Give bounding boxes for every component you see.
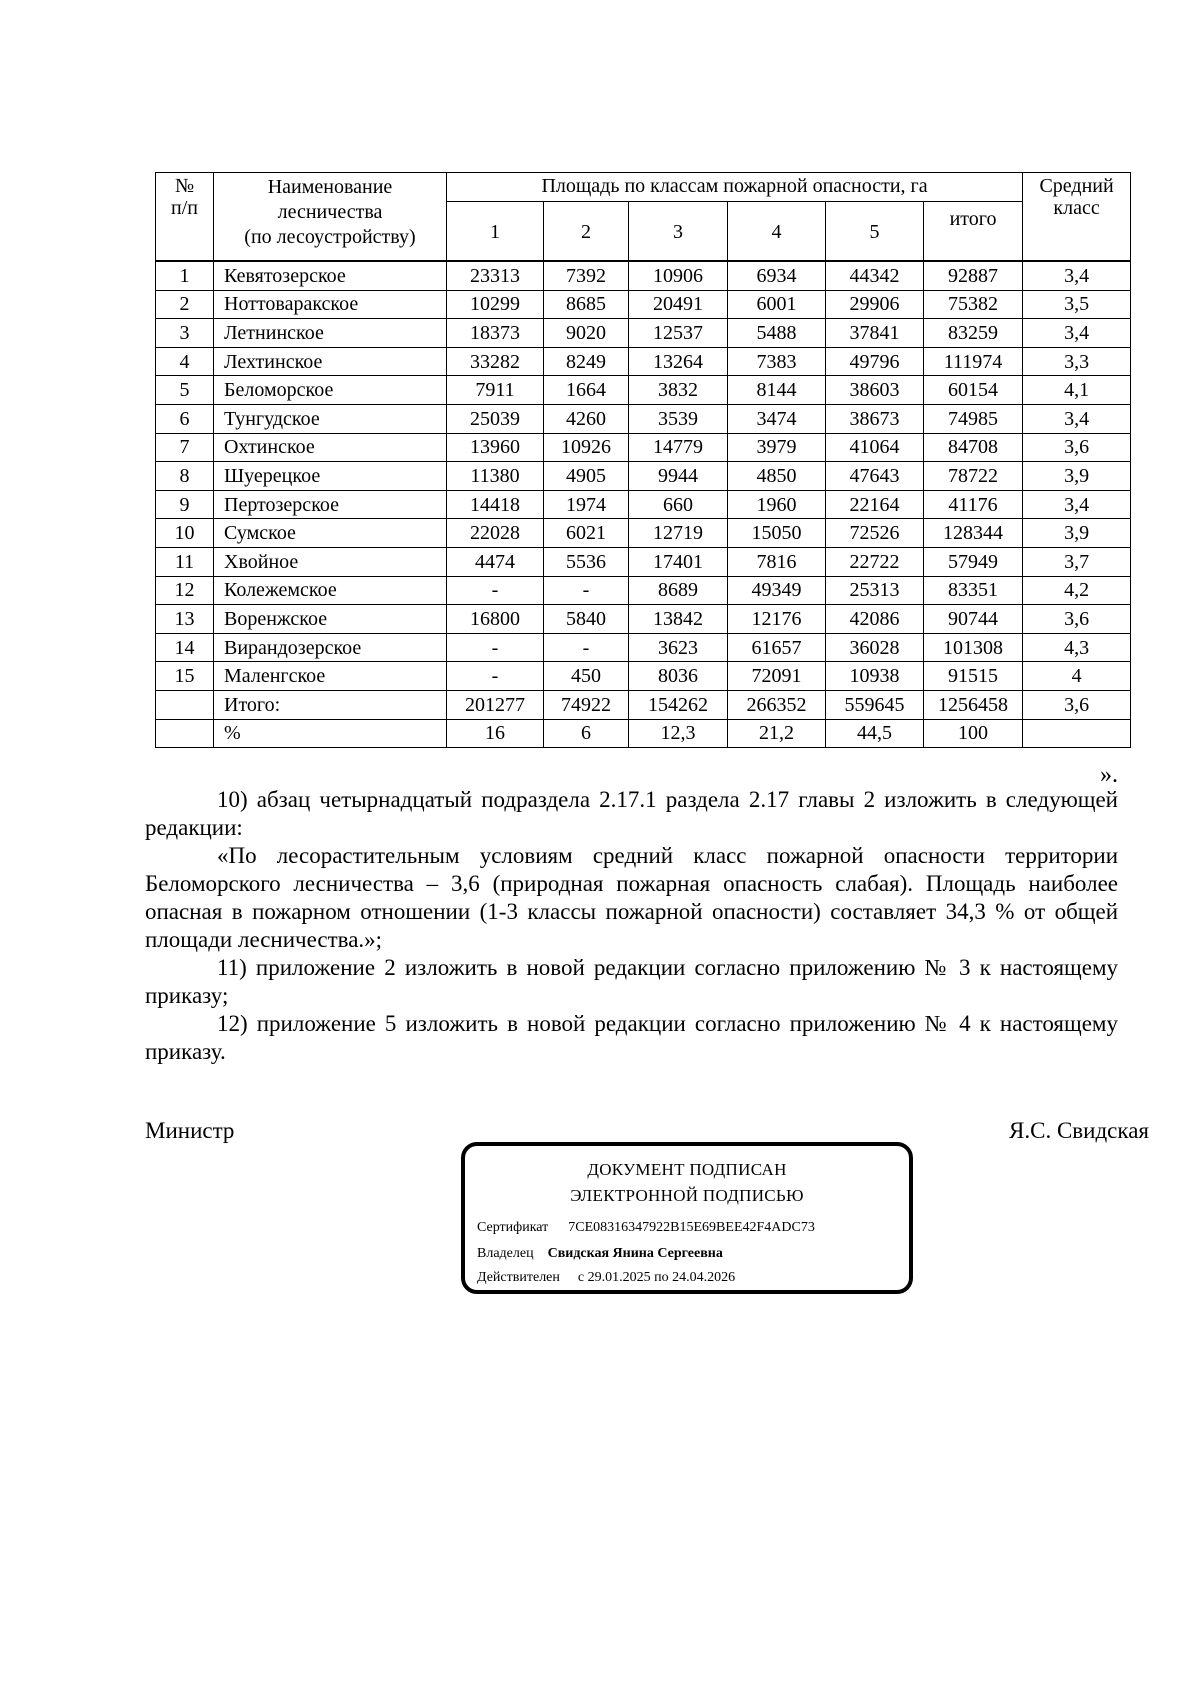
- cell-class-4: 7383: [728, 347, 826, 376]
- cell-class-4: 8144: [728, 376, 826, 405]
- cell-class-1: -: [447, 576, 544, 605]
- cell-class-3: 10906: [629, 261, 728, 290]
- cell-class-4: 1960: [728, 490, 826, 519]
- stamp-owner: [477, 1246, 723, 1262]
- cell-class-1: 22028: [447, 519, 544, 548]
- cell-class-2: 5536: [544, 547, 629, 576]
- cell-total: 78722: [924, 462, 1023, 491]
- cell-class-1: 10299: [447, 290, 544, 319]
- cell-total: 75382: [924, 290, 1023, 319]
- row-name: Летнинское: [214, 319, 447, 348]
- cell-avg: [1023, 719, 1131, 748]
- cell-class-5: 10938: [826, 662, 924, 691]
- cell-avg: 3,3: [1023, 347, 1131, 376]
- row-name: Пертозерское: [214, 490, 447, 519]
- row-name: Итого:: [214, 690, 447, 719]
- cell-total: 84708: [924, 433, 1023, 462]
- row-num: 8: [156, 462, 214, 491]
- cell-class-5: 42086: [826, 605, 924, 634]
- cell-class-2: 7392: [544, 261, 629, 290]
- cell-class-4: 6001: [728, 290, 826, 319]
- cell-class-3: 13842: [629, 605, 728, 634]
- cell-avg: 3,7: [1023, 547, 1131, 576]
- stamp-certificate: [477, 1220, 815, 1236]
- table-body: [156, 261, 1131, 748]
- signer-name: Я.С. Свидская: [1009, 1118, 1149, 1143]
- cell-total: 41176: [924, 490, 1023, 519]
- cell-avg: 3,4: [1023, 319, 1131, 348]
- cell-class-4: 266352: [728, 690, 826, 719]
- cell-class-5: 38603: [826, 376, 924, 405]
- cell-class-1: -: [447, 662, 544, 691]
- header-num: [156, 173, 214, 262]
- cell-class-4: 6934: [728, 261, 826, 290]
- row-num: 14: [156, 633, 214, 662]
- cell-class-1: 16800: [447, 605, 544, 634]
- cell-class-5: 47643: [826, 462, 924, 491]
- cell-class-2: 9020: [544, 319, 629, 348]
- fire-danger-table: [155, 172, 1131, 748]
- row-name: Шуерецкое: [214, 462, 447, 491]
- row-num: 15: [156, 662, 214, 691]
- cell-class-3: 17401: [629, 547, 728, 576]
- row-num: 13: [156, 605, 214, 634]
- header-name: [214, 173, 447, 262]
- cell-class-2: 1974: [544, 490, 629, 519]
- row-num: 9: [156, 490, 214, 519]
- cell-class-4: 21,2: [728, 719, 826, 748]
- cell-class-3: 9944: [629, 462, 728, 491]
- stamp-valid-label: Действителен: [477, 1270, 560, 1285]
- cell-total: 83351: [924, 576, 1023, 605]
- cell-class-3: 3539: [629, 404, 728, 433]
- row-num: 6: [156, 404, 214, 433]
- row-name: Охтинское: [214, 433, 447, 462]
- closing-quote: ».: [1100, 762, 1118, 788]
- table-row: [156, 633, 1131, 662]
- cell-class-3: 12537: [629, 319, 728, 348]
- cell-class-1: 11380: [447, 462, 544, 491]
- cell-class-5: 44342: [826, 261, 924, 290]
- cell-total: 60154: [924, 376, 1023, 405]
- cell-class-5: 36028: [826, 633, 924, 662]
- table-row: [156, 462, 1131, 491]
- row-num: 2: [156, 290, 214, 319]
- paragraph-quote: «По лесорастительным условиям средний класс пожарной опасности территории Беломорского лесничества – 3,6 (природная пожарная опасность слабая). Площадь наиболее опасная в пожарном отношении (1-3 классы пожарной опасности) составляет 34,3 % от общей площади лесничества.»;: [145, 843, 1118, 952]
- paragraph-11: 11) приложение 2 изложить в новой редакции согласно приложению № 3 к настоящему приказу;: [145, 955, 1118, 1008]
- stamp-owner-label: Владелец: [477, 1246, 534, 1261]
- row-num: 4: [156, 347, 214, 376]
- cell-total: 74985: [924, 404, 1023, 433]
- cell-total: 100: [924, 719, 1023, 748]
- cell-avg: 4,2: [1023, 576, 1131, 605]
- cell-total: 90744: [924, 605, 1023, 634]
- row-num: 5: [156, 376, 214, 405]
- cell-class-3: 20491: [629, 290, 728, 319]
- row-num: [156, 690, 214, 719]
- cell-avg: 3,4: [1023, 404, 1131, 433]
- stamp-cert-label: Сертификат: [477, 1220, 549, 1235]
- header-avg-line2: класс: [1053, 197, 1100, 219]
- cell-total: 111974: [924, 347, 1023, 376]
- row-name: Ноттоваракское: [214, 290, 447, 319]
- cell-class-2: 6: [544, 719, 629, 748]
- cell-class-3: 14779: [629, 433, 728, 462]
- cell-class-5: 22722: [826, 547, 924, 576]
- cell-avg: 3,9: [1023, 519, 1131, 548]
- row-name: Вирандозерское: [214, 633, 447, 662]
- cell-class-4: 4850: [728, 462, 826, 491]
- paragraph-10: 10) абзац четырнадцатый подраздела 2.17.1 раздела 2.17 главы 2 изложить в следующей редакции:: [145, 787, 1118, 840]
- cell-class-2: 4260: [544, 404, 629, 433]
- row-name: Колежемское: [214, 576, 447, 605]
- stamp-cert-value: 7CE08316347922B15E69BEE42F4ADC73: [568, 1220, 815, 1235]
- header-class-5: 5: [826, 202, 924, 262]
- header-avg-line1: Средний: [1039, 175, 1114, 197]
- cell-class-4: 15050: [728, 519, 826, 548]
- cell-class-2: 10926: [544, 433, 629, 462]
- stamp-valid-value: с 29.01.2025 по 24.04.2026: [577, 1270, 736, 1285]
- table-row: [156, 319, 1131, 348]
- row-name: %: [214, 719, 447, 748]
- table-row: [156, 490, 1131, 519]
- cell-avg: 3,9: [1023, 462, 1131, 491]
- cell-total: 57949: [924, 547, 1023, 576]
- cell-class-3: 3832: [629, 376, 728, 405]
- cell-class-1: 4474: [447, 547, 544, 576]
- header-avg: [1023, 173, 1131, 262]
- header-class-3: 3: [629, 202, 728, 262]
- row-num: 3: [156, 319, 214, 348]
- header-name-line3: (по лесоустройству): [244, 226, 416, 248]
- cell-class-4: 12176: [728, 605, 826, 634]
- cell-class-3: 3623: [629, 633, 728, 662]
- row-name: Беломорское: [214, 376, 447, 405]
- cell-class-1: 33282: [447, 347, 544, 376]
- header-class-4: 4: [728, 202, 826, 262]
- cell-avg: 3,6: [1023, 690, 1131, 719]
- stamp-title-line1: ДОКУМЕНТ ПОДПИСАН: [587, 1160, 787, 1179]
- cell-class-3: 13264: [629, 347, 728, 376]
- cell-class-2: 450: [544, 662, 629, 691]
- cell-class-2: 8685: [544, 290, 629, 319]
- row-name: Лехтинское: [214, 347, 447, 376]
- cell-class-4: 5488: [728, 319, 826, 348]
- cell-total: 128344: [924, 519, 1023, 548]
- header-name-line2: лесничества: [277, 201, 383, 223]
- cell-total: 101308: [924, 633, 1023, 662]
- row-num: 7: [156, 433, 214, 462]
- cell-class-5: 38673: [826, 404, 924, 433]
- row-name: Хвойное: [214, 547, 447, 576]
- cell-class-5: 49796: [826, 347, 924, 376]
- cell-class-5: 25313: [826, 576, 924, 605]
- cell-class-3: 660: [629, 490, 728, 519]
- cell-class-3: 154262: [629, 690, 728, 719]
- cell-class-5: 37841: [826, 319, 924, 348]
- table-row: [156, 347, 1131, 376]
- cell-avg: 4,3: [1023, 633, 1131, 662]
- table-row: [156, 719, 1131, 748]
- table-row: [156, 605, 1131, 634]
- cell-class-1: 7911: [447, 376, 544, 405]
- cell-total: 1256458: [924, 690, 1023, 719]
- cell-class-2: -: [544, 633, 629, 662]
- cell-class-1: 23313: [447, 261, 544, 290]
- cell-avg: 3,6: [1023, 433, 1131, 462]
- header-area-group: Площадь по классам пожарной опасности, га: [447, 173, 1023, 202]
- cell-avg: 4: [1023, 662, 1131, 691]
- table-row: [156, 519, 1131, 548]
- cell-class-3: 12,3: [629, 719, 728, 748]
- table-row: [156, 690, 1131, 719]
- row-name: Воренжское: [214, 605, 447, 634]
- cell-class-5: 22164: [826, 490, 924, 519]
- cell-class-1: -: [447, 633, 544, 662]
- cell-class-3: 8036: [629, 662, 728, 691]
- row-num: 12: [156, 576, 214, 605]
- cell-total: 92887: [924, 261, 1023, 290]
- table-row: [156, 547, 1131, 576]
- cell-class-2: 5840: [544, 605, 629, 634]
- cell-class-4: 49349: [728, 576, 826, 605]
- cell-class-4: 61657: [728, 633, 826, 662]
- cell-class-4: 7816: [728, 547, 826, 576]
- header-num-line2: п/п: [171, 197, 198, 219]
- cell-class-1: 13960: [447, 433, 544, 462]
- cell-class-3: 8689: [629, 576, 728, 605]
- cell-class-1: 18373: [447, 319, 544, 348]
- table-row: [156, 376, 1131, 405]
- cell-avg: 3,4: [1023, 490, 1131, 519]
- stamp-validity: [477, 1270, 735, 1286]
- cell-class-5: 41064: [826, 433, 924, 462]
- cell-class-1: 14418: [447, 490, 544, 519]
- header-name-line1: Наименование: [267, 176, 393, 198]
- cell-class-4: 3979: [728, 433, 826, 462]
- cell-avg: 3,4: [1023, 261, 1131, 290]
- row-name: Тунгудское: [214, 404, 447, 433]
- header-class-2: 2: [544, 202, 629, 262]
- cell-avg: 3,5: [1023, 290, 1131, 319]
- row-name: Сумское: [214, 519, 447, 548]
- row-num: 11: [156, 547, 214, 576]
- table-row: [156, 290, 1131, 319]
- paragraph-12: 12) приложение 5 изложить в новой редакции согласно приложению № 4 к настоящему приказу.: [145, 1011, 1118, 1064]
- cell-total: 83259: [924, 319, 1023, 348]
- stamp-owner-value: Свидская Янина Сергеевна: [547, 1246, 723, 1261]
- cell-class-1: 25039: [447, 404, 544, 433]
- cell-class-2: -: [544, 576, 629, 605]
- table-row: [156, 433, 1131, 462]
- cell-class-1: 16: [447, 719, 544, 748]
- table-header: [156, 173, 1131, 262]
- amendment-paragraphs: [145, 786, 1118, 1066]
- row-name: Маленгское: [214, 662, 447, 691]
- header-total: итого: [924, 202, 1023, 262]
- table-row: [156, 662, 1131, 691]
- stamp-title-line2: ЭЛЕКТРОННОЙ ПОДПИСЬЮ: [570, 1186, 804, 1205]
- row-name: Кевятозерское: [214, 261, 447, 290]
- row-num: 10: [156, 519, 214, 548]
- cell-class-3: 12719: [629, 519, 728, 548]
- cell-class-5: 44,5: [826, 719, 924, 748]
- row-num: 1: [156, 261, 214, 290]
- cell-avg: 3,6: [1023, 605, 1131, 634]
- header-class-1: 1: [447, 202, 544, 262]
- cell-class-1: 201277: [447, 690, 544, 719]
- cell-class-5: 559645: [826, 690, 924, 719]
- cell-avg: 4,1: [1023, 376, 1131, 405]
- cell-class-5: 29906: [826, 290, 924, 319]
- cell-class-4: 3474: [728, 404, 826, 433]
- table-row: [156, 576, 1131, 605]
- table-row: [156, 261, 1131, 290]
- cell-class-2: 8249: [544, 347, 629, 376]
- cell-class-2: 1664: [544, 376, 629, 405]
- table-row: [156, 404, 1131, 433]
- cell-class-2: 4905: [544, 462, 629, 491]
- cell-class-2: 6021: [544, 519, 629, 548]
- signer-position: Министр: [145, 1118, 235, 1143]
- row-num: [156, 719, 214, 748]
- cell-class-2: 74922: [544, 690, 629, 719]
- cell-class-5: 72526: [826, 519, 924, 548]
- e-signature-stamp: [461, 1142, 913, 1294]
- cell-total: 91515: [924, 662, 1023, 691]
- header-num-line1: №: [174, 175, 195, 197]
- cell-class-4: 72091: [728, 662, 826, 691]
